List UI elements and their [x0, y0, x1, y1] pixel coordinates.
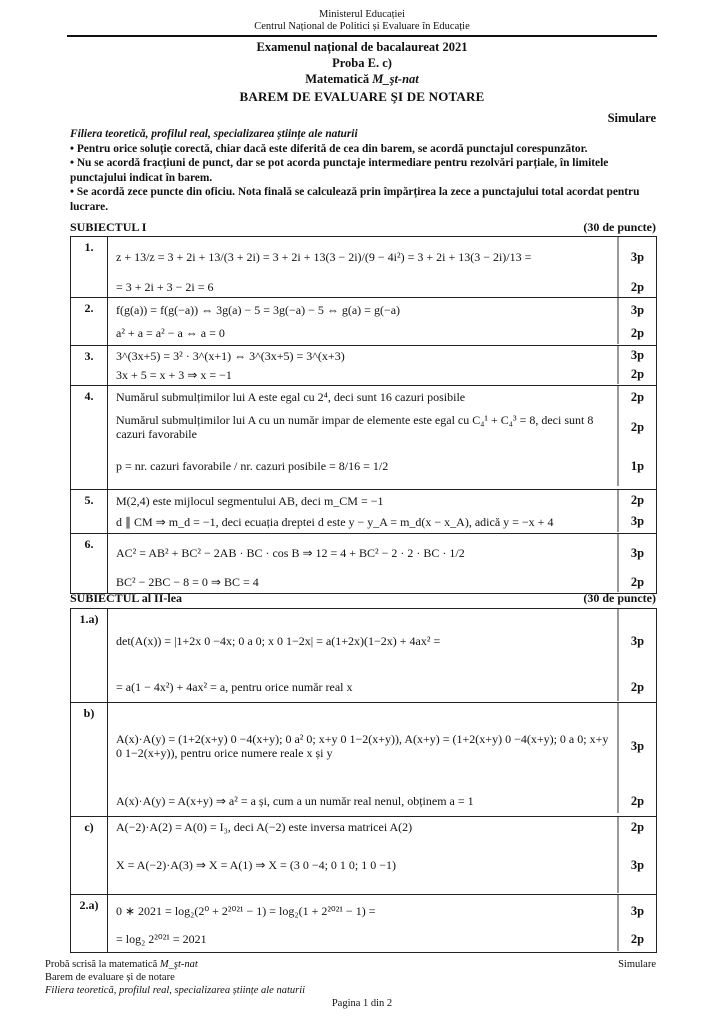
item-body	[108, 534, 657, 594]
item-body	[108, 895, 657, 953]
item-body	[108, 237, 657, 298]
footer-profile: M_şt-nat	[159, 959, 198, 970]
item-number: 2.a)	[71, 895, 108, 953]
subject1-table	[70, 236, 657, 594]
item-body	[108, 298, 657, 346]
points-label: 2p	[617, 789, 656, 813]
solution-line: 3^(3x+5) = 3² · 3^(x+1) ⇔ 3^(3x+5) = 3^(x+3)	[116, 348, 345, 363]
points-label: 3p	[617, 837, 656, 893]
points-label: 2p	[617, 408, 656, 446]
subject2-title: SUBIECTUL al II-lea	[70, 591, 183, 605]
footer-line1	[45, 959, 198, 972]
item-row	[71, 703, 657, 817]
header-rule	[67, 35, 657, 37]
ministry-name: Ministerul Educației	[318, 9, 406, 20]
filiera-label: Filiera teoretică, profilul real, specializarea științe ale naturii	[70, 128, 358, 140]
item-row	[71, 346, 657, 386]
footer-line3: Filiera teoretică, profilul real, specializarea științe ale naturii	[45, 985, 306, 996]
item-number: b)	[71, 703, 108, 817]
solution-line: 0 ∗ 2021 = log₂(2⁰ + 2²⁰²¹ − 1) = log₂(1 + 2²⁰²¹ − 1) =	[116, 904, 376, 918]
subject2-table	[70, 608, 657, 953]
footer-prefix: Probă scrisă la matematică	[45, 959, 158, 970]
solution-line: BC² − 2BC − 8 = 0 ⇒ BC = 4	[116, 575, 259, 589]
solution-line: = 3 + 2i + 3 − 2i = 6	[116, 280, 214, 294]
points-label: 2p	[617, 386, 656, 408]
points-label: 3p	[617, 511, 656, 532]
points-label: 2p	[617, 490, 656, 511]
proba-title: Proba E. c)	[332, 56, 392, 70]
intro-bullet: • Pentru orice soluție corectă, chiar dacă este diferită de cea din barem, se acordă punctajul corespunzător.	[70, 142, 588, 155]
item-body	[108, 817, 657, 895]
points-label: 3p	[617, 895, 656, 927]
points-label: 3p	[617, 298, 656, 322]
subject2-points: (30 de puncte)	[583, 591, 656, 605]
solution-line: A(−2)·A(2) = A(0) = I₃, deci A(−2) este inversa matricei A(2)	[116, 820, 413, 834]
item-body	[108, 386, 657, 490]
subject-prefix: Matematică	[305, 72, 370, 86]
item-number: 3.	[71, 346, 108, 386]
item-number: 6.	[71, 534, 108, 594]
item-row	[71, 490, 657, 534]
points-label: 2p	[617, 365, 656, 384]
item-body	[108, 703, 657, 817]
intro-bullet: • Nu se acordă fracțiuni de punct, dar se pot acorda punctaje intermediare pentru rezolvări parțiale, în limitele punctajului indicat în barem.	[70, 157, 609, 184]
solution-line: a² + a = a² − a ⇔ a = 0	[116, 326, 225, 340]
item-row	[71, 237, 657, 298]
solution-line: Numărul submulțimilor lui A cu un număr impar de elemente este egal cu C₄¹ + C₄³ = 8, deci sunt 8 cazuri favorabile	[116, 413, 594, 441]
item-number: 4.	[71, 386, 108, 490]
subject1-points: (30 de puncte)	[583, 220, 656, 234]
points-label: 3p	[617, 609, 656, 673]
points-label: 2p	[617, 572, 656, 592]
solution-line: M(2,4) este mijlocul segmentului AB, deci m_CM = −1	[116, 493, 384, 508]
points-label: 3p	[617, 346, 656, 365]
solution-line: AC² = AB² + BC² − 2AB · BC · cos B ⇒ 12 = 4 + BC² − 2 · 2 · BC · 1/2	[116, 546, 465, 560]
page-number: Pagina 1 din 2	[331, 998, 393, 1009]
item-row	[71, 298, 657, 346]
center-name: Centrul Național de Politici și Evaluare în Educație	[254, 21, 470, 32]
points-label: 2p	[617, 322, 656, 344]
solution-line: 3x + 5 = x + 3 ⇒ x = −1	[116, 367, 232, 382]
exam-title: Examenul național de bacalaureat 2021	[256, 40, 468, 54]
solution-line: = a(1 − 4x²) + 4ax² = a, pentru orice număr real x	[116, 680, 353, 694]
points-label: 2p	[617, 817, 656, 837]
points-label: 2p	[617, 673, 656, 701]
barem-title: BAREM DE EVALUARE ŞI DE NOTARE	[239, 89, 485, 104]
subject1-title: SUBIECTUL I	[70, 220, 147, 234]
item-row	[71, 386, 657, 490]
points-label: 2p	[617, 927, 656, 951]
item-body	[108, 490, 657, 534]
solution-line: = log₂ 2²⁰²¹ = 2021	[116, 932, 207, 946]
subject-title	[0, 72, 724, 87]
solution-line: A(x)·A(y) = A(x+y) ⇒ a² = a și, cum a un număr real nenul, obținem a = 1	[116, 794, 474, 808]
points-label: 3p	[617, 237, 656, 277]
solution-line: p = nr. cazuri favorabile / nr. cazuri posibile = 8/16 = 1/2	[116, 459, 389, 473]
solution-line: A(x)·A(y) = (1+2(x+y) 0 −4(x+y); 0 a² 0; x+y 0 1−2(x+y)), A(x+y) = (1+2(x+y) 0 −4(x+y); 0 a 0; x+y 0 1−2(x+y)), pentru orice numere reale x și y	[116, 732, 609, 760]
solution-line: Numărul submulțimilor lui A este egal cu 2⁴, deci sunt 16 cazuri posibile	[116, 390, 466, 404]
intro-bullet: • Se acordă zece puncte din oficiu. Nota finală se calculează prin împărțirea la zece a punctajului total acordat pentru lucrare.	[70, 186, 640, 213]
item-number: c)	[71, 817, 108, 895]
item-number: 1.	[71, 237, 108, 298]
item-number: 5.	[71, 490, 108, 534]
item-body	[108, 346, 657, 386]
item-number: 1.a)	[71, 609, 108, 703]
footer-simulare: Simulare	[618, 959, 656, 970]
item-body	[108, 609, 657, 703]
solution-line: X = A(−2)·A(3) ⇒ X = A(1) ⇒ X = (3 0 −4; 0 1 0; 1 0 −1)	[116, 858, 397, 872]
intro	[70, 127, 660, 214]
points-label: 3p	[617, 534, 656, 572]
points-label: 3p	[617, 703, 656, 789]
item-row	[71, 609, 657, 703]
simulare-label: Simulare	[607, 111, 656, 125]
subject-profile: M_şt-nat	[372, 72, 419, 86]
item-row	[71, 817, 657, 895]
points-label: 1p	[617, 446, 656, 486]
solution-line: det(A(x)) = |1+2x 0 −4x; 0 a 0; x 0 1−2x| = a(1+2x)(1−2x) + 4ax² =	[116, 634, 441, 648]
item-number: 2.	[71, 298, 108, 346]
solution-line: d ∥ CM ⇒ m_d = −1, deci ecuația dreptei d este y − y_A = m_d(x − x_A), adică y = −x + 4	[116, 514, 554, 529]
points-label: 2p	[617, 277, 656, 297]
solution-line: z + 13/z = 3 + 2i + 13/(3 + 2i) = 3 + 2i + 13(3 − 2i)/(9 − 4i²) = 3 + 2i + 13(3 − 2i)/13 =	[116, 250, 532, 264]
footer-line2: Barem de evaluare și de notare	[45, 972, 175, 983]
item-row	[71, 895, 657, 953]
solution-line: f(g(a)) = f(g(−a)) ⇔ 3g(a) − 5 = 3g(−a) − 5 ⇔ g(a) = g(−a)	[116, 303, 401, 317]
item-row	[71, 534, 657, 594]
